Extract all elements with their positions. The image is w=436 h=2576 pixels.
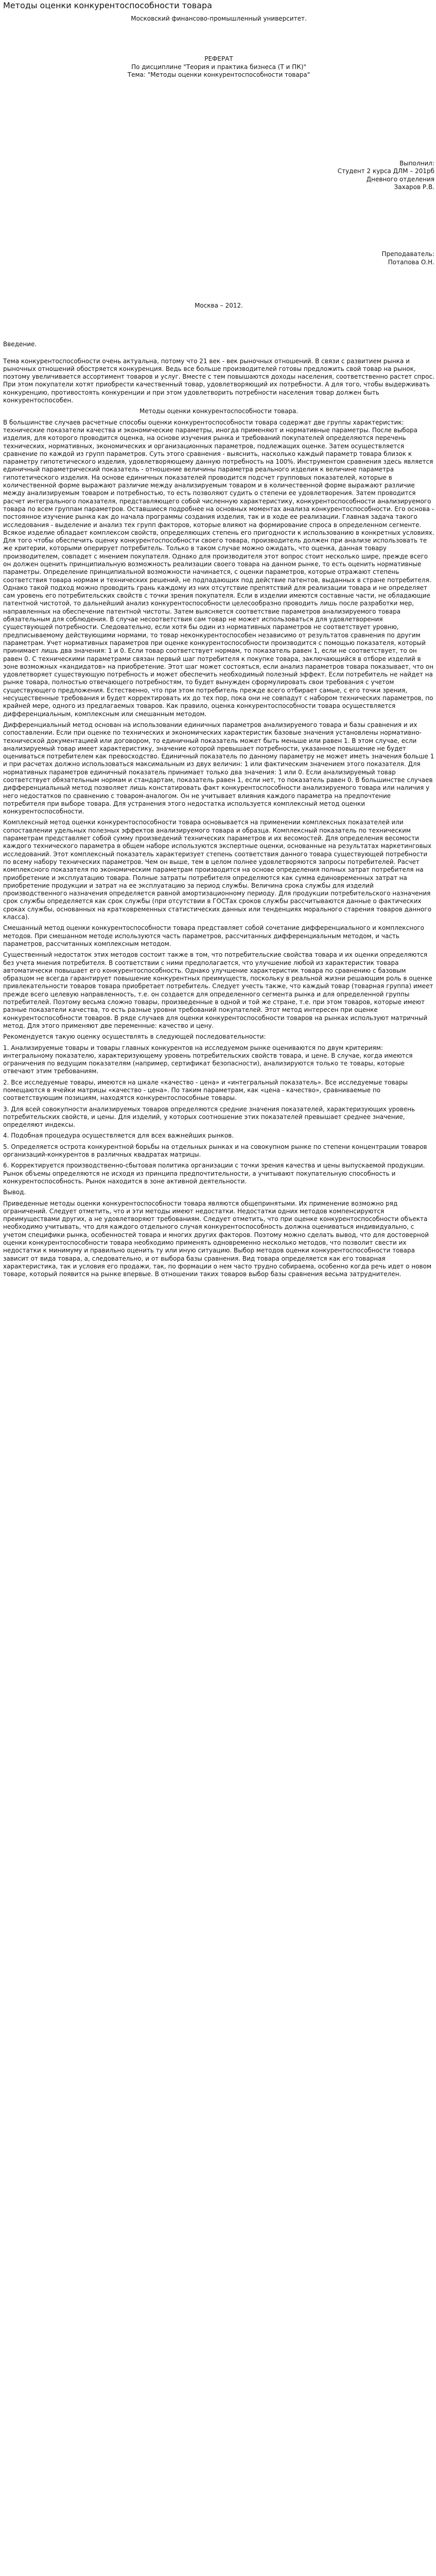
conclusion-paragraph: Приведенные методы оценки конкурентоспособности товара являются общепринятыми. Их применение возможно ряд ограничений. Следует отметить, что и эти методы имеют недостатки. Недостатки одних методов компенсируются преимуществами других, а не удовлетворяют требованиям. Следует отметить, что при оценке конкурентоспособности объекта необходимо учитывать, что для каждого отдельного случая конкурентоспособность должна оцениваться индивидуально, с учетом специфики рынка, особенностей товара и многих других факторов. Поэтому можно сделать вывод, что для достоверной оценки конкурентоспособности товара необходимо применять одновременно несколько методов, что позволит свести их недостатки к минимуму и правильно оценить ту или иную ситуацию. Выбор методов оценки конкурентоспособности товара зависит от вида товара, а, следовательно, и от выбора базы сравнения. Вид товара определяется как его товарная характеристика, так и условия его продажи, так, по формации о нем часто трудно собираема, особенно когда речь идет о новом товаре, который появится на рынке впервые. В отношении таких товаров выбор базы сравнения весьма затруднителен. [3, 1199, 431, 1278]
university-name: Московский финансово-промышленный университет. [131, 15, 307, 22]
course-line: По дисциплине "Теория и практика бизнеса (Т и ПК)" [131, 63, 306, 71]
executor-block [3, 160, 434, 191]
recommendation-item: 4. Подобная процедура осуществляется для всех важнейших рынков. [3, 1132, 234, 1140]
teacher-label: Преподаватель: [381, 250, 434, 258]
recommendations-heading: Рекомендуется такую оценку осуществлять в следующей последовательности: [3, 1033, 266, 1041]
recommendation-item: 6. Корректируется производственно-сбытовая политика организации с точки зрения качества и цены выпускаемой продукции. Рынок объемы определяются не исходя из принципа предпочтительности, а учитывают покупательную способность и конкурентоспособность. Рынок находится в зоне активной деятельности. [3, 1162, 425, 1185]
body-paragraph: Дифференциальный метод основан на использовании единичных параметров анализируемого товара и базы сравнения и их сопоставлении. Если при оценке по технических и экономических характеристик базовые значения установлены нормативно-технической документацией или договором, то единичный показатель может быть меньше или равен 1. В этом случае, если анализируемый товар имеет характеристику, значение которой превышает потребности, указанное повышение не будет оцениваться потребителем как превосходство. Единичный показатель по данному параметру не может иметь значения больше 1 и при расчетах должно использоваться максимальным из двух величин: 1 или фактическим значением этого показателя. Для нормативных параметров единичный показатель принимает только два значения: 1 или 0. Если анализируемый товар соответствует обязательным нормам и стандартам, показатель равен 1, если нет, то показатель равен 0. В большинстве случаев дифференциальный метод позволяет лишь констатировать факт конкурентоспособности анализируемого товара или наличия у него недостатков по сравнению с товаром-аналогом. Он не учитывает влияния каждого параметра на предпочтение потребителя при выборе товара. Для устранения этого недостатка используется комплексный метод оценки конкурентоспособности. [3, 721, 434, 816]
methods-heading: Методы оценки конкурентоспособности товара. [139, 408, 299, 415]
teacher-name: Потапова О.Н. [388, 258, 434, 266]
recommendation-item: 3. Для всей совокупности анализируемых товаров определяются средние значения показателей, характеризующих уровень потребительских свойств, и цены. Для изделий, у которых соотношение этих показателей превышает среднее значение, определяют индексы. [3, 1105, 415, 1129]
body-paragraph: В большинстве случаев расчетные способы оценки конкурентоспособности товара содержат две группы характеристик: технические показатели качества и экономические параметры, иногда применяют и нормативные параметры. После выбора изделия, для которого проводится оценка, на основе изучения рынка и требований покупателей определяются перечень технических, нормативных, экономических и организационных параметров, подлежащих оценке. Затем осуществляется сравнение по каждой из групп параметров. Суть этого сравнения - выяснить, насколько каждый параметр товара близок к параметру гипотетического изделия, удовлетворяющему данную потребность на 100%. Инструментом сравнения здесь является единичный параметрический показатель - отношение величины параметра реального изделия к величине параметра гипотетического изделия. На основе единичных показателей проводится подсчет групповых показателей, которые в количественной форме выражают различие между анализируемым товаром и в количественной форме выражают различие между анализируемым товаром и потребностью, то есть позволяют судить о степени ее удовлетворения. Затем проводится расчет интегрального показателя, представляющего собой численную характеристику, конкурентоспособности анализируемого товара по всем группам параметров. Оставшиеся подробнее на основных моментах анализа конкурентоспособности. Его основа - постоянное изучение рынка как до начала программы создания изделия, так и в ходе ее реализации. Главная задача такого исследования - выделение и анализ тех групп факторов, которые влияют на формирование спроса в определенном сегменте. Всякое изделие обладает комплексом свойств, определяющих степень его пригодности к использованию в конкретных условиях. Для того чтобы обеспечить оценку конкурентоспособности своего товара, производитель должен при анализе использовать те же критерии, которыми оперирует потребитель. Только в таком случае можно ожидать, что оценка, данная товару производителем, совпадет с мнением покупателя. Однако для производителя этот вопрос стоит несколько шире, прежде всего он должен оценить принципиальную возможность реализации своего товара на данном рынке, то есть оценить нормативные параметры. Определение принципиальной возможности начинается, с оценки параметров, которые отражают степень соответствия товара нормам и технических решений, не подпадающих под действие патентов, выданных в стране потребителя. Однако такой подход можно проводить грань каждому из них отсутствие препятствий для реализации товара и не определяет сам уровень его потребительских свойств с точки зрения покупателя. Если в изделии имеются составные части, не обладающие патентной чистотой, то дальнейший анализ конкурентоспособности целесообразно проводить лишь после разработки мер, направленных на обеспечение патентной чистоты. Затем выясняется соответствие параметров анализируемого товара обязательным для соблюдения. В случае несоответствия сам товар не может использоваться для удовлетворения существующей потребности. Следовательно, если хотя бы один из нормативных параметров не соответствует уровню, предписываемому действующими нормами, то товар неконкурентоспособен независимо от результатов сравнения по другим параметрам. Учет нормативных параметров при оценке конкурентоспособности производится с помощью показателя, который принимает лишь два значения: 1 и 0. Если товар соответствует нормам, то показатель равен 1, если не соответствует, то он равен 0. С техническими параметрами связан первый шаг потребителя к покупке товара, заключающийся в отборе изделий в зоне возможных «кандидатов» на приобретение. Этот шаг может состояться, если анализ параметров товара показывает, что он удовлетворяет существующую потребность и может обеспечить необходимый полезный эффект. Если потребитель не найдет на рынке товара, полностью отвечающего потребностям, то будет вынужден сформулировать свои требования с учетом существующего предложения. Естественно, что при этом потребитель прежде всего отбирает самые, с его точки зрения, несущественные требования и будет корректировать их до тех пор, пока они не совпадут с набором технических параметров, по крайней мере, одного из предлагаемых товаров. Как правило, оценка конкурентоспособности товара осуществляется дифференциальным, комплексным или смешанным методом. [3, 418, 434, 718]
recommendation-item: 5. Определяется острота конкурентной борьбы на отдельных рынках и на совокупном рынке по степени концентрации товаров организаций-конкурентов в различных квадратах матрицы. [3, 1143, 427, 1159]
recommendation-item: 2. Все исследуемые товары, имеются на шкале «качество - цена» и «интегральный показатель». Все исследуемые товары помещаются в ячейки матрицы «качество - цена». По таким параметрам, как «цена - качество», сравниваемые по соответствующим позициям, находятся конкурентоспособные товары. [3, 1078, 408, 1102]
topic-line: Тема: "Методы оценки конкурентоспособности товара" [127, 71, 310, 78]
body-paragraph: Существенный недостаток этих методов состоит также в том, что потребительские свойства товара и их оценки определяются без учета мнения потребителя. В соответствии с ними предполагается, что улучшение любой из характеристик товара автоматически повышает его конкурентоспособность. Однако улучшение характеристик товара по сравнению с базовым образцом не всегда гарантирует повышение конкурентных преимуществ, поскольку в реальной жизни решающим роль в оценке привлекательности товаров товара приобретает потребитель. Следует учесть также, что каждый товар (товарная группа) имеет прежде всего целевую направленность, т.е. он создается для определенного сегмента рынка и для определенной группы потребителей. Поэтому весьма сложно товары, произведенные в одной и той же стране, т.е. при этом товаров, которые имеют разные показатели качества, то есть разные уровни требований покупателей. Этот метод интересен при оценке конкурентоспособности товаров. В ряде случаев для оценки конкурентоспособности товаров на рынках используют матричный метод. Для этого применяют две переменные: качество и цену. [3, 951, 433, 1029]
executor-department: Дневного отделения [366, 175, 434, 183]
executor-name: Захаров Р.В. [394, 183, 434, 191]
body-paragraph: Комплексный метод оценки конкурентоспособности товара основывается на применении комплексных показателей или сопоставлении удельных полезных эффектов анализируемого товара и образца. Комплексный показатель по техническим параметрам представляет собой сумму произведений технических параметров и их весомостей. Для определения весомости каждого технического параметра в общем наборе используются экспертные оценки, основанные на результатах маркетинговых исследований. Этот комплексный показатель характеризует степень соответствия данного товара существующей потребности по всему набору технических параметров. Чем он выше, тем в целом полнее удовлетворяются запросы потребителей. Расчет комплексного показателя по экономическим параметрам производится на основе определения полных затрат потребителя на приобретение и эксплуатацию товара. Полные затраты потребителя определяются как сумма единовременных затрат на приобретение продукции и затрат на ее эксплуатацию за период службы. Величина срока службы для изделий производственного назначения определяется равной амортизационному периоду. Для продукции потребительского назначения срок службы определяется как срок службы (при отсутствии в ГОСТах сроков службы рассчитываются данные о фактических сроках службы, основанных на кратковременных статистических данных или тенденциях морального старения товаров данного класса). [3, 819, 432, 921]
page-title: Методы оценки конкурентоспособности товара [3, 1, 212, 10]
intro-paragraph: Тема конкурентоспособности очень актуальна, потому что 21 век - век рыночных отношений. В связи с развитием рынка и рыночных отношений обостряется конкуренция. Ведь все больше производителей готовы предложить свой товар на рынок, поэтому увеличивается ассортимент товаров и услуг. Вместе с тем повышаются доходы населения, соответственно растет спрос. При этом покупатели хотят приобрести качественный товар, удовлетворяющий их потребности. А для того, чтобы выдерживать конкуренцию, противостоять конкуренции и при этом удовлетворить потребности населения товар должен быть конкурентоспособен. [3, 357, 434, 404]
referat-heading: РЕФЕРАТ [204, 55, 233, 63]
conclusion-heading: Вывод. [3, 1189, 26, 1196]
recommendation-item: 1. Анализируемые товары и товары главных конкурентов на исследуемом рынке оцениваются по двум критериям: интегральному показателю, характеризующему уровень потребительских свойств товара, и цене. В случае, когда имеются ограничения по ведущим показателям (например, сертификат безопасности), анализируются только те товары, которые отвечают этим требованиям. [3, 1044, 413, 1075]
executor-student: Студент 2 курса ДЛМ – 201рб [337, 167, 434, 175]
executor-label: Выполнил: [399, 160, 434, 167]
city-year: Москва – 2012. [195, 301, 243, 309]
teacher-block [3, 250, 434, 266]
body-paragraph: Смешанный метод оценки конкурентоспособности товара представляет собой сочетание дифференциального и комплексного методов. При смешанном методе используются часть параметров, рассчитанных дифференциальным методом, и часть параметров, рассчитанных комплексным методом. [3, 924, 424, 947]
intro-heading: Введение. [3, 341, 37, 348]
